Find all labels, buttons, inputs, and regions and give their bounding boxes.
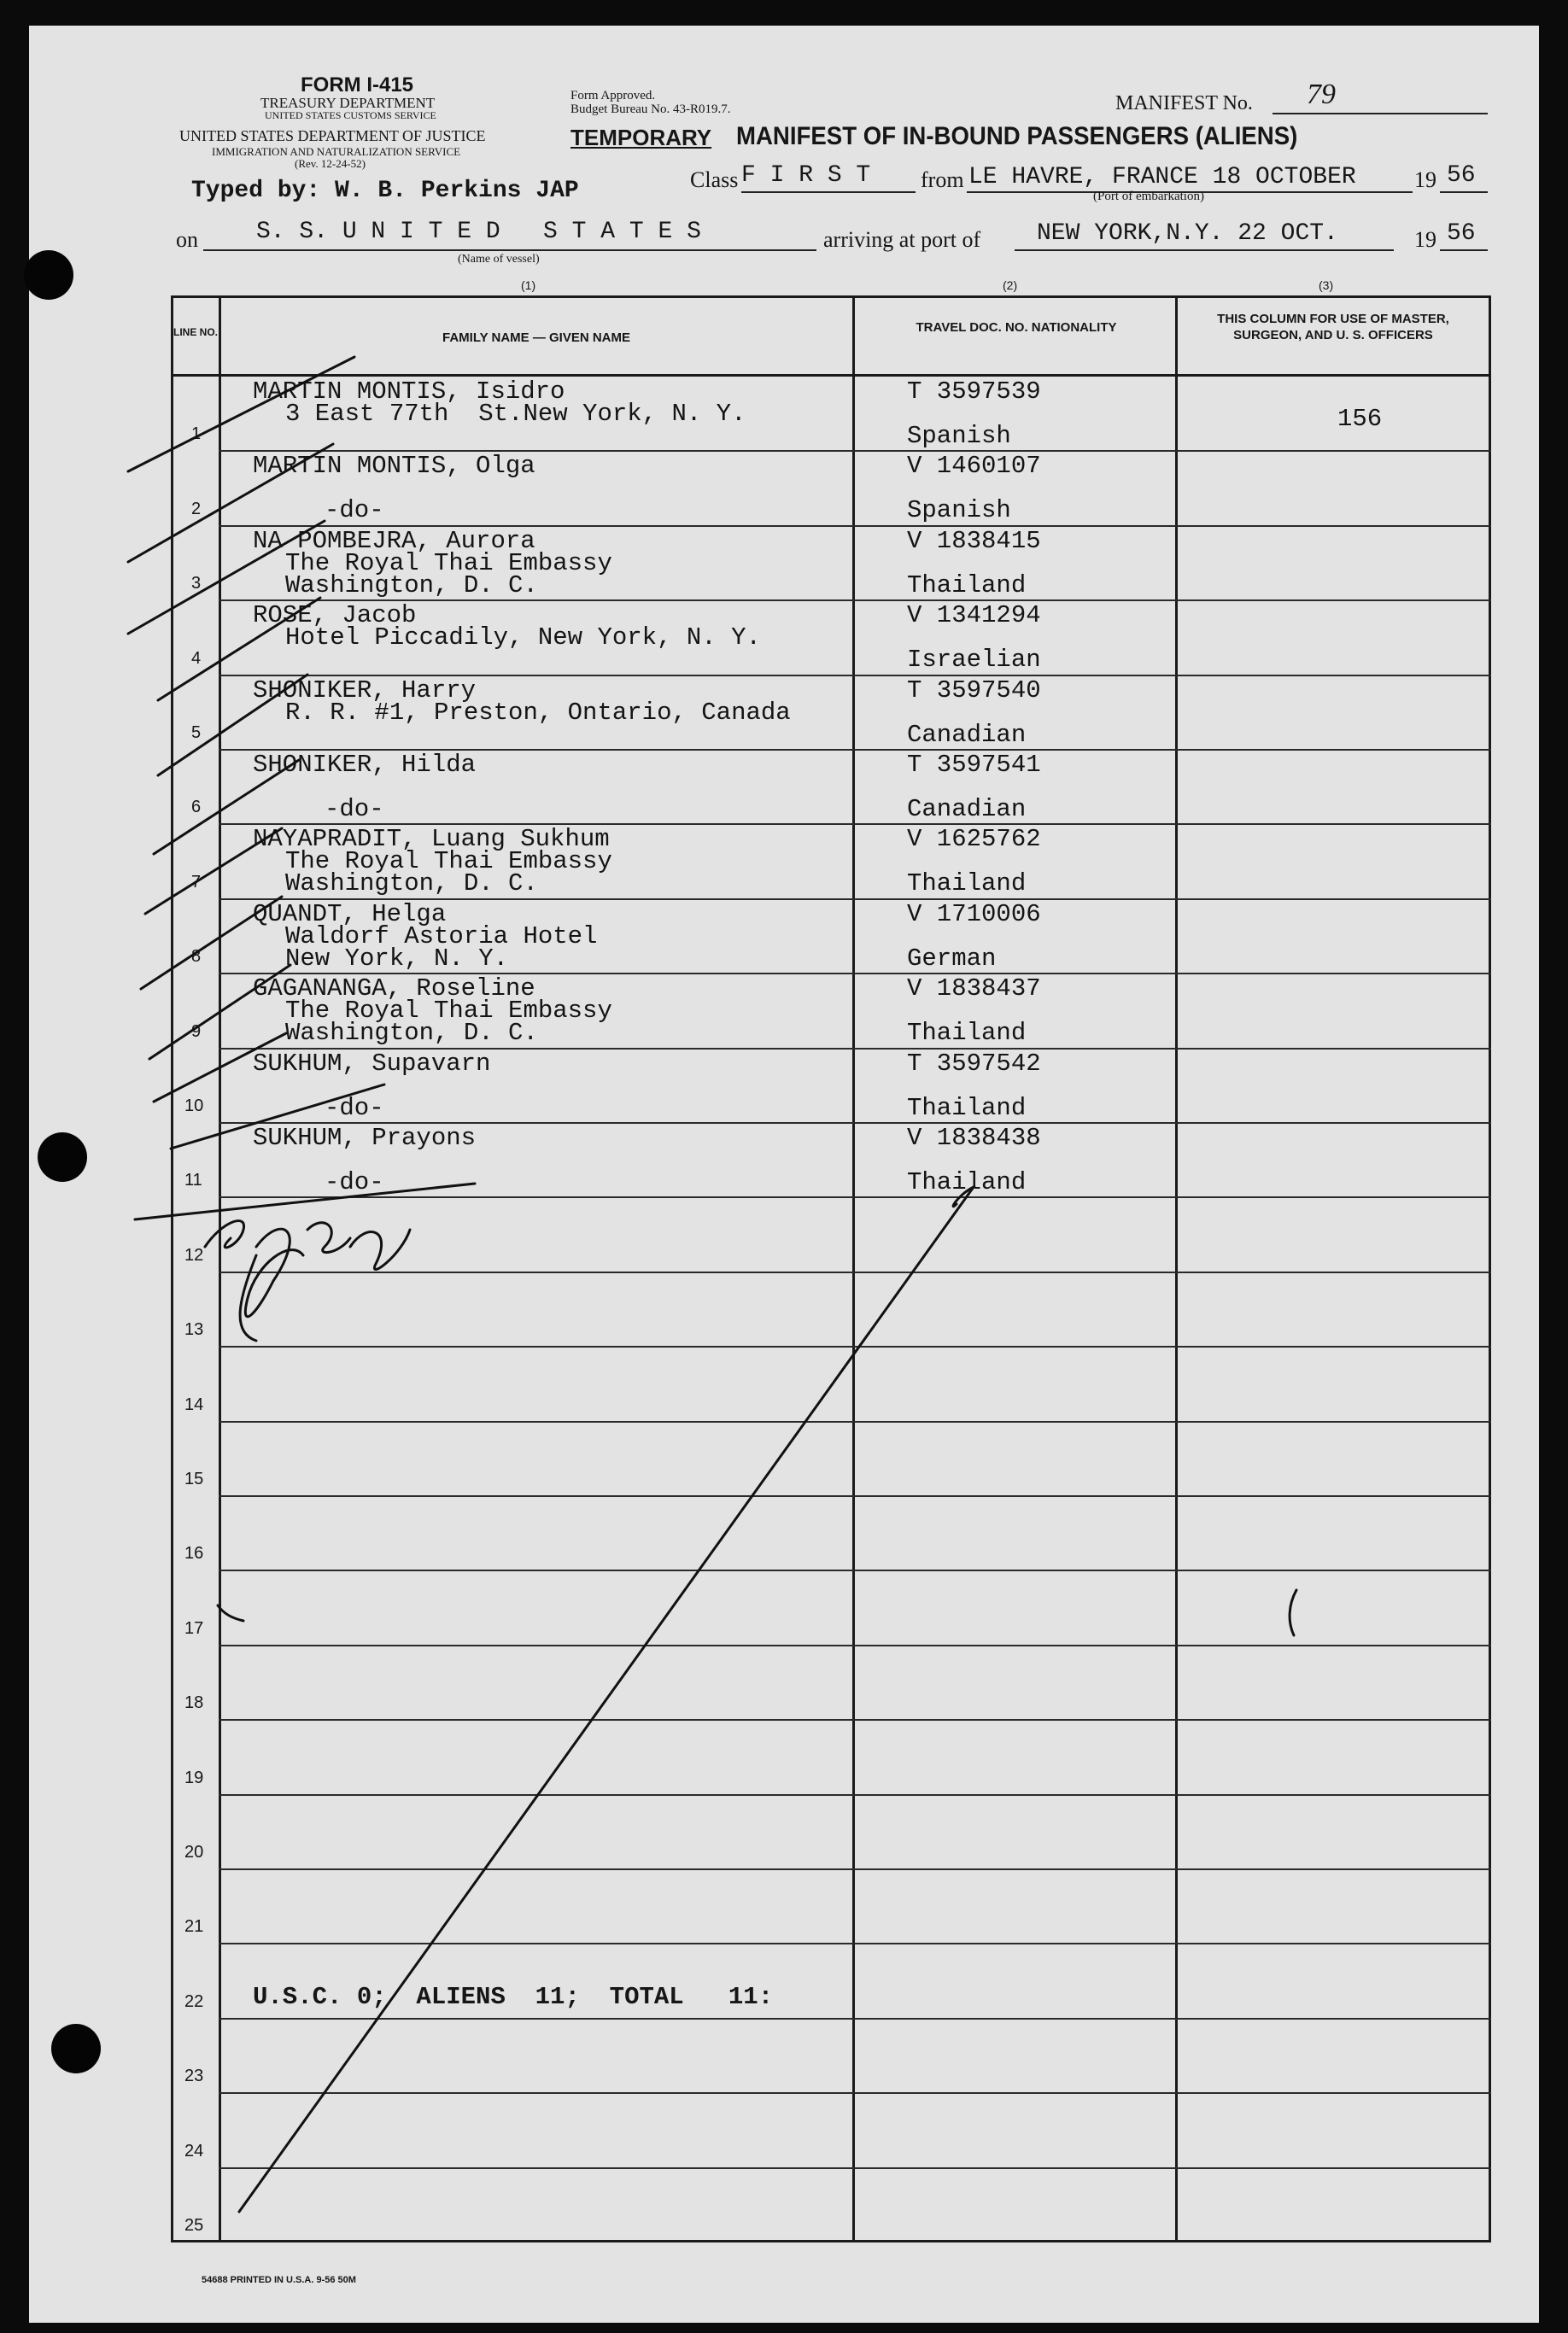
nationality: Thailand — [907, 869, 1027, 898]
passenger-address: -do- — [325, 1093, 384, 1122]
passenger-name: QUANDT, Helga — [253, 899, 447, 928]
passenger-name: MARTIN MONTIS, Isidro — [253, 377, 565, 406]
binder-hole — [51, 2024, 101, 2073]
passenger-name: ROSE, Jacob — [253, 601, 417, 630]
nationality: Canadian — [907, 795, 1027, 823]
row-divider — [219, 1421, 1491, 1423]
budget-bureau: Budget Bureau No. 43-R019.7. — [570, 102, 731, 116]
passenger-name: SUKHUM, Supavarn — [253, 1049, 491, 1078]
line-number: 10 — [184, 1096, 204, 1115]
travel-doc-number: T 3597542 — [907, 1049, 1041, 1078]
travel-doc-number: V 1341294 — [907, 601, 1041, 630]
travel-doc-number: T 3597540 — [907, 675, 1041, 705]
nationality: Canadian — [907, 720, 1027, 749]
passenger-address: The Royal Thai Embassy — [285, 847, 612, 876]
line-number: 14 — [184, 1395, 204, 1414]
travel-doc-number: V 1838438 — [907, 1124, 1041, 1152]
passenger-address: New York, N. Y. — [285, 944, 509, 973]
nationality: Thailand — [907, 570, 1027, 599]
row-divider — [219, 1495, 1491, 1497]
row-divider — [219, 1272, 1491, 1273]
travel-doc-number: V 1460107 — [907, 452, 1041, 481]
passenger-name: SHONIKER, Hilda — [253, 751, 477, 779]
vessel-name: S. S. U N I T E D S T A T E S — [256, 219, 701, 245]
row-divider — [219, 1346, 1491, 1348]
line-number: 8 — [191, 947, 202, 967]
binder-hole — [38, 1132, 87, 1182]
officers-column-header: THIS COLUMN FOR USE OF MASTER, SURGEON, AND U. S. OFFICERS — [1217, 312, 1449, 342]
travel-doc-column-header: TRAVEL DOC. NO. NATIONALITY — [916, 320, 1117, 335]
line-number: 15 — [184, 1469, 204, 1488]
line-no-header: LINE NO. — [173, 326, 218, 338]
passenger-address: Washington, D. C. — [285, 869, 538, 898]
line-number: 1 — [191, 424, 202, 444]
passenger-name: GAGANANGA, Roseline — [253, 974, 535, 1003]
column-number-1: (1) — [521, 278, 536, 292]
line-number: 21 — [184, 1917, 204, 1937]
line-number: 23 — [184, 2067, 204, 2086]
year-depart-line — [1440, 191, 1488, 193]
nationality: Israelian — [907, 646, 1041, 675]
nationality: Spanish — [907, 422, 1011, 450]
nationality: Thailand — [907, 1093, 1027, 1122]
row-divider — [219, 2167, 1491, 2169]
year-arrive-line — [1440, 249, 1488, 251]
typed-by: Typed by: W. B. Perkins JAP — [191, 178, 579, 204]
passenger-address: The Royal Thai Embassy — [285, 548, 612, 577]
line-number: 11 — [184, 1171, 202, 1190]
year-arrive: 56 — [1447, 220, 1476, 247]
travel-doc-number: V 1710006 — [907, 899, 1041, 928]
column-number-3: (3) — [1319, 278, 1334, 292]
passenger-address: -do- — [325, 795, 384, 823]
doc-officer-divider — [1175, 295, 1178, 2242]
line-number: 4 — [191, 648, 202, 668]
line-number: 12 — [184, 1245, 204, 1265]
name-doc-divider — [852, 295, 855, 2242]
travel-doc-number: V 1838415 — [907, 526, 1041, 555]
year-prefix: 19 — [1414, 167, 1436, 192]
nationality: German — [907, 944, 997, 973]
passenger-address: -do- — [325, 1168, 384, 1196]
passenger-name: NA POMBEJRA, Aurora — [253, 526, 535, 555]
page-title: MANIFEST OF IN-BOUND PASSENGERS (ALIENS) — [736, 122, 1298, 150]
passenger-address: 3 East 77th St.New York, N. Y. — [285, 400, 746, 428]
passenger-name: NAYAPRADIT, Luang Sukhum — [253, 825, 610, 854]
line-number: 13 — [184, 1320, 204, 1340]
passenger-address: Hotel Piccadily, New York, N. Y. — [285, 623, 761, 652]
line-number: 18 — [184, 1693, 204, 1713]
from-label: from — [921, 167, 964, 192]
form-approved: Form Approved. — [570, 89, 656, 102]
officer-note: 156 — [1337, 405, 1383, 433]
row-divider — [219, 1868, 1491, 1870]
year-depart: 56 — [1447, 162, 1476, 189]
line-no-divider — [219, 295, 221, 2242]
passenger-address: Washington, D. C. — [285, 1019, 538, 1048]
port-embark-caption: (Port of embarkation) — [1093, 190, 1204, 203]
row-divider — [219, 2092, 1491, 2094]
line-number: 3 — [191, 574, 202, 593]
passenger-name: SUKHUM, Prayons — [253, 1124, 477, 1152]
nationality: Thailand — [907, 1019, 1027, 1048]
printer-note: 54688 PRINTED IN U.S.A. 9-56 50M — [202, 2275, 356, 2285]
line-number: 6 — [191, 798, 202, 817]
passenger-address: Washington, D. C. — [285, 570, 538, 599]
passenger-address: R. R. #1, Preston, Ontario, Canada — [285, 698, 791, 727]
passenger-address: -do- — [325, 496, 384, 525]
class-value: F I R S T — [741, 162, 871, 189]
line-number: 7 — [191, 872, 202, 892]
line-number: 20 — [184, 1842, 204, 1862]
manifest-no-label: MANIFEST No. — [1115, 92, 1253, 114]
arrival-line — [1015, 249, 1394, 251]
row-divider — [219, 1645, 1491, 1646]
arrival-port: NEW YORK,N.Y. 22 OCT. — [1037, 220, 1338, 247]
treasury-dept: TREASURY DEPARTMENT — [260, 95, 436, 111]
row-divider — [219, 1196, 1491, 1198]
row-divider — [219, 1719, 1491, 1721]
form-number: FORM I-415 — [301, 73, 414, 96]
nationality: Spanish — [907, 496, 1011, 525]
line-number: 19 — [184, 1768, 204, 1787]
passenger-name: SHONIKER, Harry — [253, 675, 477, 705]
line-number: 5 — [191, 722, 202, 742]
passenger-address: The Royal Thai Embassy — [285, 997, 612, 1026]
embark-port: LE HAVRE, FRANCE 18 OCTOBER — [968, 164, 1356, 190]
travel-doc-number: T 3597541 — [907, 751, 1041, 779]
manifest-no-value: 79 — [1307, 79, 1336, 110]
line-number: 16 — [184, 1544, 204, 1564]
row-divider — [219, 1794, 1491, 1796]
class-line — [741, 191, 916, 193]
travel-doc-number: V 1625762 — [907, 825, 1041, 854]
on-label: on — [176, 227, 198, 252]
binder-hole — [24, 250, 73, 300]
passenger-name: MARTIN MONTIS, Olga — [253, 452, 535, 481]
row-divider — [219, 1570, 1491, 1571]
name-column-header: FAMILY NAME — GIVEN NAME — [442, 330, 631, 345]
temporary-label: TEMPORARY — [570, 125, 712, 150]
manifest-no-line — [1273, 113, 1488, 114]
row-divider — [219, 2018, 1491, 2020]
form-revision: (Rev. 12-24-52) — [295, 157, 366, 170]
ins-service: IMMIGRATION AND NATURALIZATION SERVICE — [212, 145, 461, 158]
line-number: 25 — [184, 2215, 204, 2235]
column-number-2: (2) — [1003, 278, 1018, 292]
line-number: 24 — [184, 2141, 204, 2161]
travel-doc-number: V 1838437 — [907, 974, 1041, 1003]
vessel-line — [203, 249, 816, 251]
nationality: Thailand — [907, 1168, 1027, 1196]
totals-line: U.S.C. 0; ALIENS 11; TOTAL 11: — [253, 1983, 774, 2011]
arriving-label: arriving at port of — [823, 227, 981, 252]
line-number: 9 — [191, 1021, 202, 1041]
line-number: 2 — [191, 499, 202, 518]
year-prefix-arrive: 19 — [1414, 227, 1436, 252]
line-number: 22 — [184, 1991, 204, 2011]
customs-service: UNITED STATES CUSTOMS SERVICE — [265, 109, 436, 121]
travel-doc-number: T 3597539 — [907, 377, 1041, 406]
vessel-caption: (Name of vessel) — [458, 253, 540, 266]
justice-dept: UNITED STATES DEPARTMENT OF JUSTICE — [179, 127, 486, 144]
row-divider — [219, 1943, 1491, 1944]
passenger-address: Waldorf Astoria Hotel — [285, 921, 598, 950]
header-divider — [171, 374, 1491, 377]
class-label: Class — [690, 167, 739, 192]
line-number: 17 — [184, 1618, 204, 1638]
